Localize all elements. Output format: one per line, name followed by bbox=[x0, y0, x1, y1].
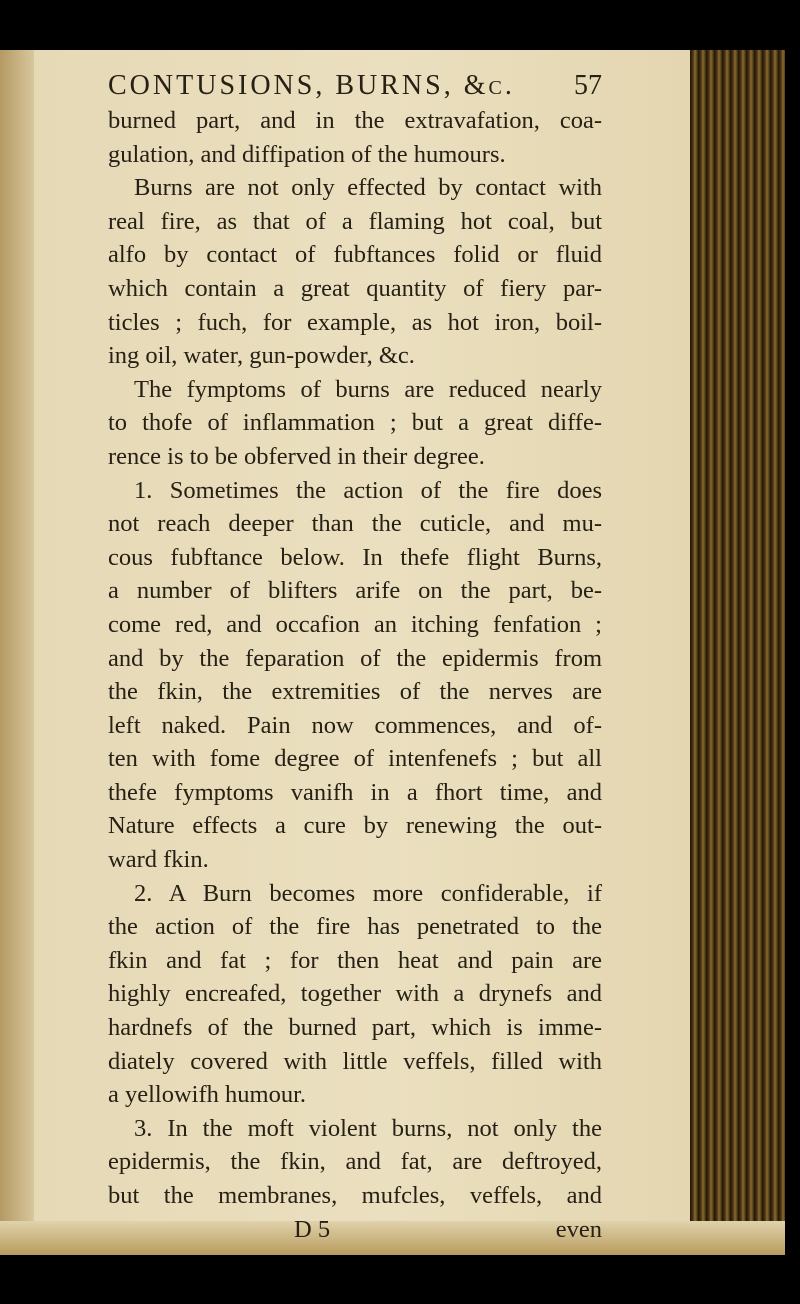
text-line: 1. Sometimes the action of the fire does bbox=[134, 476, 602, 504]
text-line: cous fubftance below. In thefe flight Burns, bbox=[108, 543, 602, 571]
text-line: Nature effects a cure by renewing the out- bbox=[108, 812, 602, 840]
text-line: epidermis, the fkin, and fat, are deftroyed, bbox=[108, 1148, 602, 1176]
text-line: left naked. Pain now commences, and of- bbox=[108, 711, 602, 739]
catchword: even bbox=[555, 1215, 602, 1243]
text-line: rence is to be obferved in their degree. bbox=[108, 442, 485, 470]
text-line: fkin and fat ; for then heat and pain are bbox=[108, 946, 602, 974]
text-line: ward fkin. bbox=[108, 846, 209, 874]
text-line: diately covered with little veffels, filled with bbox=[108, 1047, 602, 1075]
text-line: alfo by contact of fubftances folid or fluid bbox=[108, 241, 602, 269]
text-line: real fire, as that of a flaming hot coal, but bbox=[108, 207, 602, 235]
page-gutter bbox=[0, 50, 34, 1255]
running-head bbox=[108, 70, 602, 102]
text-line: and by the feparation of the epidermis from bbox=[108, 644, 602, 672]
text-line: The fymptoms of burns are reduced nearly bbox=[134, 375, 602, 403]
signature-mark: D 5 bbox=[294, 1215, 331, 1243]
text-line: come red, and occafion an itching fenfation ; bbox=[108, 610, 602, 638]
text-line: thefe fymptoms vanifh in a fhort time, and bbox=[108, 778, 602, 806]
text-line: but the membranes, mufcles, veffels, and bbox=[108, 1182, 602, 1209]
running-head-title: CONTUSIONS, BURNS, &c. bbox=[108, 70, 515, 101]
text-line: ten with fome degree of intenfenefs ; but all bbox=[108, 745, 602, 773]
text-line: Burns are not only effected by contact with bbox=[134, 174, 602, 202]
text-line: a yellowifh humour. bbox=[108, 1081, 307, 1109]
text-line: which contain a great quantity of fiery par- bbox=[108, 274, 602, 302]
text-line: not reach deeper than the cuticle, and mu- bbox=[108, 510, 602, 538]
text-line: 3. In the moft violent burns, not only the bbox=[134, 1114, 602, 1142]
text-block bbox=[108, 70, 602, 1246]
text-line: highly encreafed, together with a drynefs and bbox=[108, 980, 602, 1008]
text-line: burned part, and in the extravafation, coa- bbox=[108, 107, 602, 134]
page-number: 57 bbox=[574, 70, 602, 101]
text-line: the fkin, the extremities of the nerves are bbox=[108, 678, 602, 706]
text-line: gulation, and diffipation of the humours. bbox=[108, 140, 506, 168]
book-edge bbox=[690, 50, 785, 1255]
text-line: a number of blifters arife on the part, be- bbox=[108, 577, 602, 605]
page-footer bbox=[108, 1213, 602, 1247]
text-line: the action of the fire has penetrated to the bbox=[108, 913, 602, 941]
text-line: ticles ; fuch, for example, as hot iron, boil- bbox=[108, 308, 602, 336]
text-line: ing oil, water, gun-powder, &c. bbox=[108, 342, 415, 370]
text-line: to thofe of inflammation ; but a great diffe- bbox=[108, 409, 602, 437]
text-line: 2. A Burn becomes more confiderable, if bbox=[134, 879, 602, 907]
text-line: hardnefs of the burned part, which is imme- bbox=[108, 1014, 602, 1042]
